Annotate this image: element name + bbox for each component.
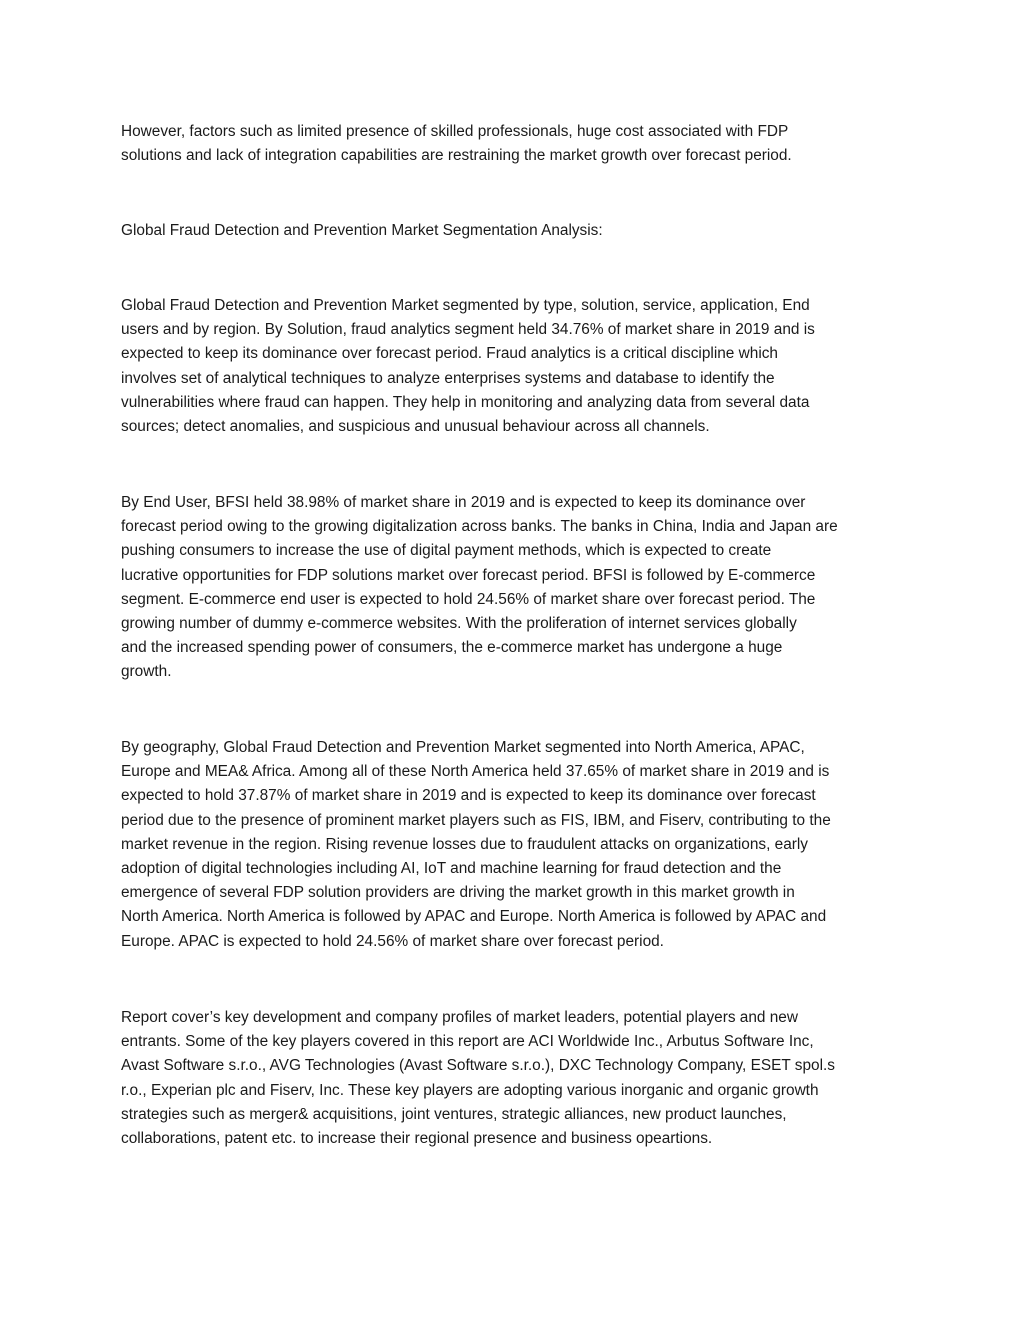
paragraph-key-players (121, 1006, 906, 1151)
text-line: adoption of digital technologies including AI, IoT and machine learning for fraud detection and the (121, 860, 782, 878)
text-line: pushing consumers to increase the use of digital payment methods, which is expected to create (121, 542, 772, 560)
text-line: entrants. Some of the key players covered in this report are ACI Worldwide Inc., Arbutus Software Inc, (121, 1033, 814, 1051)
text-line: Global Fraud Detection and Prevention Market Segmentation Analysis: (121, 222, 603, 239)
paragraph-end-user-segment (121, 491, 906, 685)
text-line: By End User, BFSI held 38.98% of market share in 2019 and is expected to keep its dominance over (121, 494, 806, 511)
text-line: growth. (121, 663, 172, 681)
text-line: r.o., Experian plc and Fiserv, Inc. These key players are adopting various inorganic and organic growth (121, 1081, 819, 1099)
text-line: emergence of several FDP solution providers are driving the market growth in this market growth in (121, 884, 795, 902)
text-line: period due to the presence of prominent market players such as FIS, IBM, and Fiserv, contributing to the (121, 811, 831, 829)
text-line: strategies such as merger& acquisitions, joint ventures, strategic alliances, new product launches, (121, 1105, 787, 1123)
text-line: solutions and lack of integration capabilities are restraining the market growth over forecast period. (121, 147, 792, 165)
text-line: However, factors such as limited presence of skilled professionals, huge cost associated with FDP (121, 123, 789, 140)
text-line: growing number of dummy e-commerce websites. With the proliferation of internet services globally (121, 615, 797, 633)
text-line: Report cover’s key development and company profiles of market leaders, potential players and new (121, 1009, 798, 1026)
text-line: expected to hold 37.87% of market share in 2019 and is expected to keep its dominance over forecast (121, 787, 816, 805)
paragraph-market-restraints (121, 120, 906, 168)
text-line: Global Fraud Detection and Prevention Market segmented by type, solution, service, application, End (121, 297, 810, 314)
text-line: North America. North America is followed by APAC and Europe. North America is followed by APAC and (121, 908, 827, 926)
text-line: segment. E-commerce end user is expected to hold 24.56% of market share over forecast period. The (121, 590, 816, 608)
text-line: sources; detect anomalies, and suspicious and unusual behaviour across all channels. (121, 418, 710, 436)
text-line: Europe. APAC is expected to hold 24.56% of market share over forecast period. (121, 932, 664, 950)
paragraph-geography-segment (121, 736, 906, 954)
text-line: lucrative opportunities for FDP solutions market over forecast period. BFSI is followed by E-commerce (121, 566, 816, 584)
text-line: vulnerabilities where fraud can happen. They help in monitoring and analyzing data from several data (121, 393, 810, 411)
text-line: forecast period owing to the growing digitalization across banks. The banks in China, India and Japan are (121, 518, 838, 536)
text-line: By geography, Global Fraud Detection and Prevention Market segmented into North America, APAC, (121, 739, 805, 756)
text-line: Europe and MEA& Africa. Among all of these North America held 37.65% of market share in 2019 and is (121, 763, 830, 781)
text-line: involves set of analytical techniques to analyze enterprises systems and database to identify the (121, 369, 775, 387)
text-line: market revenue in the region. Rising revenue losses due to fraudulent attacks on organizations, early (121, 835, 808, 853)
text-line: users and by region. By Solution, fraud analytics segment held 34.76% of market share in 2019 and is (121, 321, 815, 339)
text-line: Avast Software s.r.o., AVG Technologies (Avast Software s.r.o.), DXC Technology Company, ESET spol.s (121, 1057, 836, 1075)
text-line: collaborations, patent etc. to increase their regional presence and business opeartions. (121, 1130, 713, 1148)
paragraph-solution-segment (121, 294, 906, 439)
text-line: expected to keep its dominance over forecast period. Fraud analytics is a critical discipline which (121, 345, 778, 363)
section-heading-segmentation (121, 219, 906, 243)
text-line: and the increased spending power of consumers, the e-commerce market has undergone a huge (121, 639, 783, 657)
